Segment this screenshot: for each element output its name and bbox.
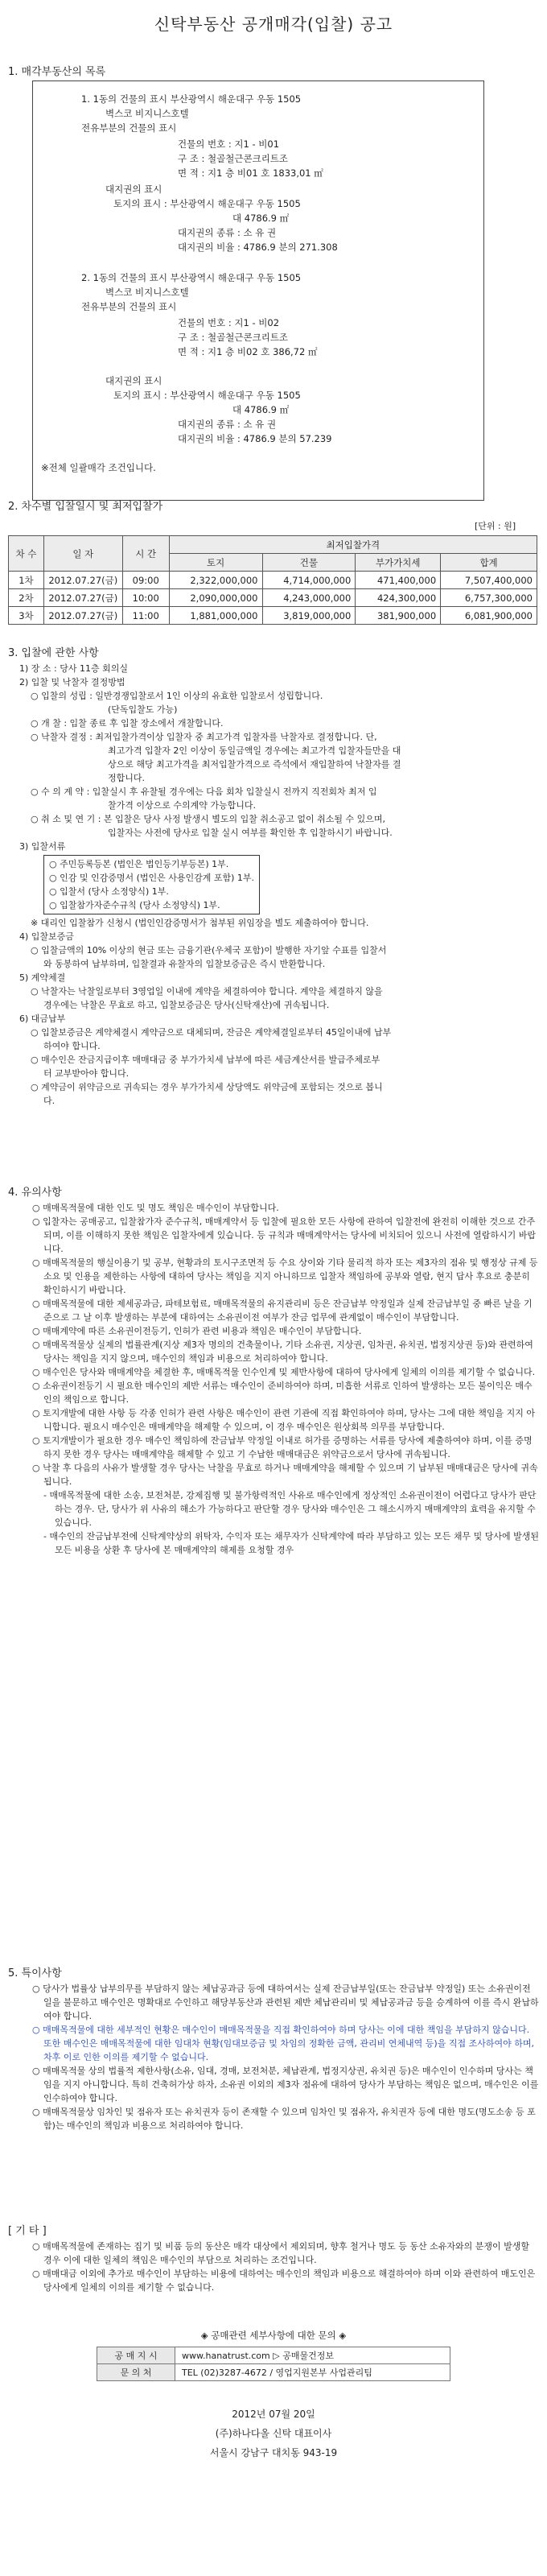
payment-text-3: ○ 계약금이 위약금으로 귀속되는 경우 부가가치세 상당액도 위약금에 포함되는 것으로 봅니 [31,1082,383,1092]
property-2-landright-heading: 대지권의 표시 [105,375,162,386]
cell-round: 1차 [9,572,44,589]
table-header-row [9,536,537,554]
table-row [9,607,537,625]
notice-item: ○ 매수인은 당사와 매매계약을 체결한 후, 매매목적물 인수인계 및 제반사항에 대하여 당사에게 일체의 이의를 제기할 수 없습니다. [32,1367,536,1377]
contact-phone: TEL (02)3287-4672 / 영업지원본부 사업관리팀 [175,2364,450,2381]
property-2-building: 2. 1동의 건물의 표시 부산광역시 해운대구 우동 1505 [81,272,302,283]
contact-table [97,2347,450,2381]
property-2-structure: 구 조 : 철골철근콘크리트조 [178,332,289,343]
notice-item: ○ 낙찰 후 다음의 사유가 발생할 경우 당사는 낙찰을 무효로 하거나 매매계약을 해제할 수 있으며 기 납부된 매매대금은 당사에 귀속됩니다. [32,1463,538,1487]
notice-item: ○ 매매목적물에 대한 제세공과금, 파테보험료, 매매목적물의 유지관리비 등은 잔금납부 약정일과 실제 잔금납부일 중 빠른 날을 기준으로 그 날 이후 발생하는 부분에 대하여는 소유권이전 여부가 잔금 업무에 관계없이 매수인이 부담합니다. [32,1298,533,1323]
contact-row [97,2364,450,2381]
website-link[interactable]: www.hanatrust.com ▷ 공매물건정보 [175,2347,450,2364]
section-6-heading: [ 기 타 ] [8,2225,47,2237]
header-vat: 부가가치세 [356,554,441,572]
deposit-text-cont: 와 동봉하여 납부하며, 입찰결과 유찰자의 입찰보증금은 즉시 반환합니다. [43,959,326,969]
cell-time: 10:00 [122,589,169,607]
bid-docs-box [43,855,260,914]
property-2-name: 벽스코 비지니스호텔 [105,287,189,298]
contract-text-cont: 경우에는 낙찰은 무효로 하고, 입찰보증금은 당사(신탁재산)에 귀속됩니다. [43,1000,330,1010]
cell-round: 3차 [9,607,44,625]
bid-condition: ○ 입찰의 성립 : 일반경쟁입찰로서 1인 이상의 유효한 입찰로서 성립합니다. [31,691,323,701]
notice-subitem: - 매매목적물에 대한 소송, 보전처분, 강제집행 및 불가항력적인 사유로 매수인에게 정상적인 소유권이전이 어렵다고 당사가 판단하는 경우. 단, 당사가 위 사유의 해소가 가능하다고 판단할 경우 당사와 매수인은 그 해소시까지 매매계약의 효력을 유지할 수 있습니다. [43,1490,537,1528]
cell-total: 7,507,400,000 [441,572,537,589]
header-building: 건물 [262,554,356,572]
cell-time: 11:00 [122,607,169,625]
cell-building: 4,243,000,000 [262,589,356,607]
doc-item: ○ 주민등록등본 (법인은 법인등기부등본) 1부. [49,859,229,869]
special-item: ○ 매매목적물에 대한 세부적인 현황은 매수인이 매매목적물을 직접 확인하여야 하며 당사는 이에 대한 책임을 부담하지 않습니다. 또한 매수인은 매매목적물에 대한 임대차 현황(임대보증금 및 차임의 정확한 금액, 관리비 연체내역 등)을 직접 조사하여야 하며, 차후 이로 인한 이의를 제기할 수 없습니다. [32,2025,534,2062]
contract-heading: 5) 계약체결 [19,972,66,983]
cell-time: 09:00 [122,572,169,589]
payment-text-1-cont: 하여야 합니다. [43,1041,101,1051]
notice-item: ○ 매매계약에 따른 소유권이전등기, 인허가 관련 비용과 책임은 매수인이 부담합니다. [32,1326,362,1336]
section-3-heading: 3. 입찰에 관한 사항 [8,647,99,659]
bid-opening: ○ 개 찰 : 입찰 종료 후 입찰 장소에서 개찰합니다. [31,718,224,729]
payment-text-1: ○ 입찰보증금은 계약체결시 계약금으로 대체되며, 잔금은 계약체결일로부터 45일이내에 납부 [31,1027,392,1038]
payment-heading: 6) 대금납부 [19,1013,66,1024]
section-4-heading: 4. 유의사항 [8,1187,62,1199]
header-min-price: 최저입찰가격 [169,536,537,554]
section-5-body [8,1982,539,2132]
property-1-building: 1. 1동의 건물의 표시 부산광역시 해운대구 우동 1505 [81,93,302,105]
property-2-area: 면 적 : 지1 층 비02 호 386,72 ㎡ [178,346,318,357]
payment-text-2: ○ 매수인은 잔금지급이후 매매대금 중 부가가치세 납부에 따른 세금계산서를 발급주체로부 [31,1055,380,1065]
property-1-land-area: 대 4786.9 ㎡ [232,213,290,224]
notice-item: ○ 입찰자는 공매공고, 입찰참가자 준수규칙, 매매계약서 등 입찰에 필요한 모든 사항에 관하여 입찰전에 완전히 이해한 것으로 간주되며, 이를 이해하지 못한 책임은 입찰자에게 있습니다. 등 규칙과 매매계약서는 당사에 비치되어 있으니 사전에 열람하시기 바랍니다. [32,1216,536,1254]
bid-docs-heading: 3) 입찰서류 [19,841,66,852]
section-5-heading: 5. 특이사항 [8,1967,62,1979]
notice-item: ○ 매매목적물의 행실이용기 및 공부, 현황과의 토시구조면적 등 수요 상이와 기타 물리적 하자 또는 제3자의 점유 및 행정상 규제 등 소요 및 인용을 제한하는 사항에 대하여 당사는 책임을 지지 아니하므로 입찰자 책임하에 공부와 열람, 현지 답사 후요로 충분히 확인하시기 바랍니다. [32,1257,538,1295]
company-name: (주)하나다올 신탁 대표이사 [215,2428,332,2439]
property-1-right-type: 대지권의 종류 : 소 유 권 [178,227,277,238]
company-address: 서울시 강남구 대치동 943-19 [209,2447,338,2458]
winner-decision-cont2: 상으로 해당 최고가격을 최저입찰가격으로 즉석에서 재입찰하여 낙찰자를 결 [108,759,401,770]
notice-date: 2012년 07월 20일 [232,2409,315,2420]
contract-text: ○ 낙찰자는 낙찰일로부터 3영업일 이내에 계약을 체결하여야 합니다. 계약을 체결하지 않을 [31,986,383,997]
notice-item: ○ 토지개발에 대한 사항 등 각종 인허가 관련 사항은 매수인이 관련 기관에 직접 확인하여야 하며, 당사는 그에 대한 책임을 지지 아니합니다. 필요시 매수인은 매매계약을 해제할 수 있으며, 이 경우 매수인은 원상회복 의무를 부담합니다. [32,1408,535,1432]
winner-decision-cont3: 정합니다. [108,773,146,783]
cell-building: 3,819,000,000 [262,607,356,625]
winner-decision-cont1: 최고가격 입찰자 2인 이상이 동일금액일 경우에는 최고가격 입찰자들만을 대 [108,745,401,756]
special-item: ○ 당사가 법률상 납부의무를 부담하지 않는 체납공과금 등에 대하여서는 실제 잔금납부일(또는 잔금납부 약정일) 또는 소유권이전일을 불문하고 매수인은 명확대로 수인하고 해당부동산과 관련된 제반 체납관리비 및 체납공과금 등을 승계하여 이를 즉시 완납하여야 합니다. [32,1984,539,2021]
notice-item: ○ 매매목적물상 실제의 법률관계(지상 제3자 명의의 건축물이나, 기타 소유권, 지상권, 임차권, 유치권, 법정지상권 등)와 관련하여 당사는 책임을 지지 않으며, 매수인의 책임과 비용으로 처리하여야 합니다. [32,1340,533,1364]
header-total: 합계 [441,554,537,572]
cell-total: 6,081,900,000 [441,607,537,625]
contact-row [97,2347,450,2364]
header-land: 토지 [169,554,262,572]
cell-land: 2,090,000,000 [169,589,262,607]
property-1-right-ratio: 대지권의 비율 : 4786.9 분의 271.308 [178,242,338,253]
cell-land: 1,881,000,000 [169,607,262,625]
cell-vat: 424,300,000 [356,589,441,607]
payment-text-3-cont: 다. [43,1096,56,1106]
cell-date: 2012.07.27(금) [43,589,122,607]
private-contract: ○ 수 의 계 약 : 입찰실시 후 유찰될 경우에는 다음 회차 입찰실시 전까지 직전회차 최저 입 [31,786,377,797]
notice-item: ○ 매매목적물에 대한 인도 및 명도 책임은 매수인이 부담합니다. [32,1203,279,1213]
property-1-area: 면 적 : 지1 층 비01 호 1833,01 ㎡ [178,167,323,179]
header-time: 시 간 [122,536,169,572]
special-item: ○ 매매목적물상 임차인 및 점유자 또는 유치권자 등이 존재할 수 있으며 임차인 및 점유자, 유치권자 등에 대한 명도(명도소송 등 포함)는 매수인의 책임과 비용으로 처리하여야 합니다. [32,2107,536,2131]
property-1-structure: 구 조 : 철골철근콘크리트조 [178,153,289,164]
property-2-unit-heading: 전유부분의 건물의 표시 [81,301,177,312]
cancel-postpone: ○ 취 소 및 연 기 : 본 입찰은 당사 사정 발생시 별도의 입찰 취소공고 없이 취소될 수 있으며, [31,814,386,824]
header-round: 차 수 [9,536,44,572]
payment-text-2-cont: 터 교부받아야 합니다. [43,1068,130,1079]
notice-subitem: - 매수인의 잔금납부전에 신탁계약상의 위탁자, 수익자 또는 채무자가 신탁계약에 따라 부담하고 있는 모든 채무 및 당사에 발생된 모든 비용을 상환 후 당사에 본 매매계약의 해제를 요청할 경우 [43,1531,539,1555]
property-2-right-ratio: 대지권의 비율 : 4786.9 분의 57.239 [178,433,332,444]
section-1-heading: 1. 매각부동산의 목록 [8,66,106,78]
cell-date: 2012.07.27(금) [43,607,122,625]
contact-key: 문 의 처 [97,2364,175,2381]
deposit-text: ○ 입찰금액의 10% 이상의 현금 또는 금융기관(우체국 포함)이 발행한 자기앞 수표를 입찰서 [31,945,387,956]
cell-vat: 471,400,000 [356,572,441,589]
contact-title: ◈ 공매관련 세부사항에 대한 문의 ◈ [200,2330,347,2341]
doc-item: ○ 입찰서 (당사 소정양식) 1부. [49,886,169,897]
proxy-note: ※ 대리인 입찰참가 신청시 (법인인감증명서가 첨부된 위임장을 별도 제출하여야 합니다. [31,918,369,928]
property-1-unit-heading: 전유부분의 건물의 표시 [81,122,177,134]
property-list-box [32,80,484,501]
header-date: 일 자 [43,536,122,572]
winner-decision: ○ 낙찰자 결정 : 최저입찰가격이상 입찰자 중 최고가격 입찰자를 낙찰자로 결정합니다. 단, [31,732,377,742]
bid-location: 1) 장 소 : 당사 11층 회의실 [19,663,128,674]
property-1-unit-no: 건물의 번호 : 지1 - 비01 [178,138,280,150]
other-item: ○ 매매대금 이외에 추가로 매수인이 부담하는 비용에 대하여는 매수인의 책임과 비용으로 해결하여야 하며 이와 관련하여 매도인은 당사에게 일체의 이의를 제기할 수 없습니다. [32,2268,536,2293]
doc-item: ○ 입찰참가자준수규칙 (당사 소정양식) 1부. [49,900,220,910]
property-2-land-area: 대 4786.9 ㎡ [232,404,290,415]
section-6-body [8,2240,539,2294]
unit-label: [단위 : 원] [475,521,516,531]
doc-item: ○ 인감 및 인감증명서 (법인은 사용인감계 포함) 1부. [49,873,255,883]
section-2-heading: 2. 차수별 입찰일시 및 최저입찰가 [8,501,163,513]
cell-land: 2,322,000,000 [169,572,262,589]
notice-item: ○ 토지개발이가 필요한 경우 매수인 책임하에 잔금납부 약정일 이내로 허가를 증명하는 서류를 당사에 제출하여야 하며, 이를 증명하지 못한 경우 당사는 매매계약을 해제할 수 있고 기 수납한 매매대금은 위약금으로서 당사에 귀속됩니다. [32,1435,533,1459]
property-2-right-type: 대지권의 종류 : 소 유 권 [178,419,277,430]
cell-date: 2012.07.27(금) [43,572,122,589]
section-4-body [8,1201,539,1557]
notice-item: ○ 소유권이전등기 시 필요한 매수인의 제반 서류는 매수인이 준비하여야 하며, 미흡한 서류로 인하여 발생하는 모든 불이익은 매수인의 책임으로 합니다. [32,1381,533,1405]
bid-schedule-table [8,535,537,625]
cell-vat: 381,900,000 [356,607,441,625]
property-1-landright-heading: 대지권의 표시 [105,184,162,195]
section-3-body [8,662,539,1108]
property-1-name: 벽스코 비지니스호텔 [105,108,189,119]
property-2-unit-no: 건물의 번호 : 지1 - 비02 [178,317,280,328]
table-row [9,589,537,607]
special-item: ○ 매매목적물 상의 법률적 제한사항(소유, 임대, 경매, 보전처분, 체납관계, 법정지상권, 유치권 등)은 매수인이 인수하며 당사는 책임을 지지 아니합니다. 특히 건축허가상 하자, 소유권 이외의 제3자 점유에 대하여 당사가 부담하는 책임은 없으며, 매수인은 이를 인수하여야 합니다. [32,2066,539,2103]
other-item: ○ 매매목적물에 존재하는 집기 및 비품 등의 동산은 매각 대상에서 제외되며, 향후 철거나 명도 등 동산 소유자와의 분쟁이 발생할 경우 이에 대한 일체의 책임은 매수인의 부담으로 처리하는 조건입니다. [32,2241,529,2265]
table-row [9,572,537,589]
property-2-land: 토지의 표시 : 부산광역시 해운대구 우동 1505 [113,390,301,401]
contact-key: 공 매 지 시 [97,2347,175,2364]
cell-total: 6,757,300,000 [441,589,537,607]
cell-round: 2차 [9,589,44,607]
property-1-land: 토지의 표시 : 부산광역시 해운대구 우동 1505 [113,198,301,209]
page-title: 신탁부동산 공개매각(입찰) 공고 [154,14,393,34]
bid-method-heading: 2) 입찰 및 낙찰자 결정방법 [19,677,125,687]
cell-building: 4,714,000,000 [262,572,356,589]
deposit-heading: 4) 입찰보증금 [19,931,74,942]
bulk-sale-note: ※전체 일괄매각 조건입니다. [41,462,156,473]
cancel-postpone-cont: 입찰자는 사전에 당사로 입찰 실시 여부를 확인한 후 입찰하시기 바랍니다. [108,828,393,838]
private-contract-cont: 찰가격 이상으로 수의계약 가능합니다. [108,800,257,811]
bid-condition-note: (단독입찰도 가능) [108,704,178,715]
